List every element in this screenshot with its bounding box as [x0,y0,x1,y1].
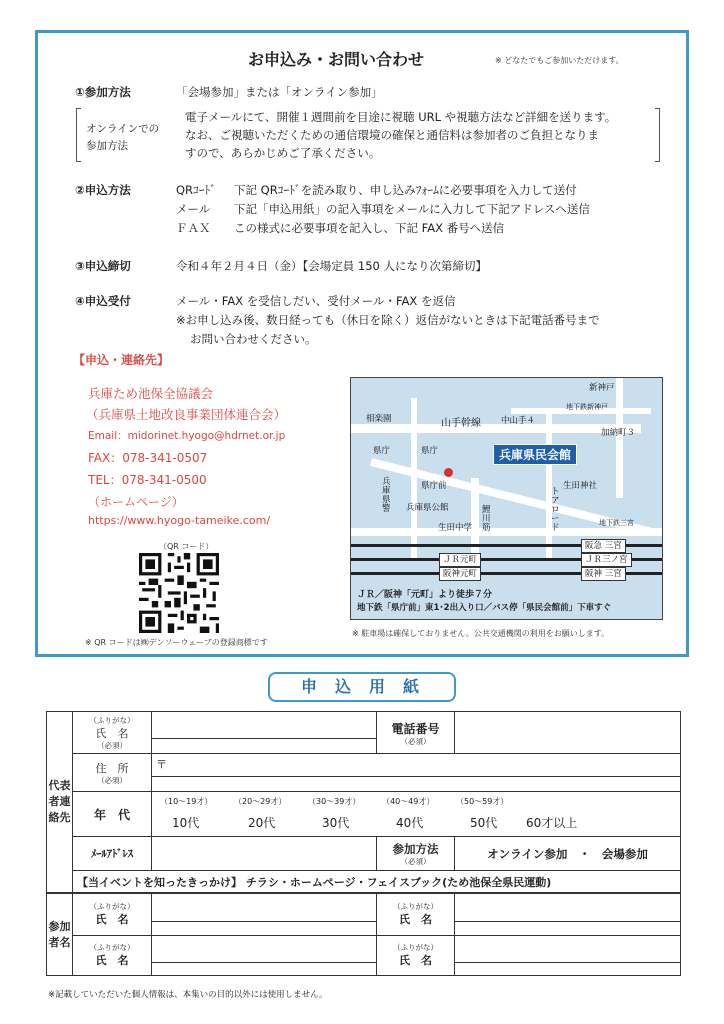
map-kencho-2: 県庁 [421,446,439,456]
phone-field[interactable] [455,712,681,754]
map-hanshin-sannomiya: 阪神 三宮 [581,567,626,581]
age-range-20: （20～29才） [234,797,287,806]
map-police: 兵庫県警 [382,477,391,514]
map-subway-shinkobe: 地下鉄新神戸 [566,403,608,411]
map-ikuta-shrine: 生田神社 [563,481,598,491]
age-20s[interactable]: 20代 [248,816,276,830]
mail-label: ﾒｰﾙｱﾄﾞﾚｽ [73,837,152,871]
contact-email[interactable]: Email：midorinet.hyogo@hdrnet.or.jp [88,430,286,442]
map-subway-sannomiya: 地下鉄三宮 [599,519,634,527]
rep-name-label: （ふりがな） 氏 名 （必須） [73,712,152,754]
age-40s[interactable]: 40代 [396,816,424,830]
map-kanochou: 加納町３ [601,428,636,438]
method-value: 「会場参加」または「オンライン参加」 [176,85,383,99]
map-kencho-park: 兵庫県公館 [406,503,449,513]
rep-side-label: 代表者連絡先 [47,712,73,893]
qr-note: ※ QR コードは㈱デンソーウェーブの登録商標です [85,638,268,647]
map-road-lower [351,528,662,536]
map-kencho-1: 県庁 [373,446,391,456]
contact-org-sub: （兵庫県土地改良事業団体連合会） [86,407,287,422]
contact-homepage-label: （ホームページ） [88,495,184,509]
participant-3-field[interactable] [152,936,377,976]
online-text-3: すので、あらかじめご了承ください。 [185,146,381,160]
receipt-text-2: ※お申し込み後、数日経っても（休日を除く）返信がないときは下記電話番号まで [176,313,600,327]
contact-url[interactable]: https://www.hyogo-tameike.com/ [88,514,271,527]
receipt-text-1: メール・FAX を受信しだい、受付メール・FAX を返信 [176,294,456,308]
map-hanshin-motomachi: 阪神元町 [439,567,481,581]
map-ikuta: 生田中学 [438,523,473,533]
map-nakayamate: 中山手４ [501,416,536,426]
qr-code-image[interactable] [139,553,219,633]
age-range-10: （10～19才） [160,797,213,806]
map-road-yamate [351,424,641,433]
mail-field[interactable] [152,837,377,871]
map-koikawa: 鯉川筋 [482,505,491,533]
phone-label: 電話番号 （必須） [377,712,455,754]
participants-side-label: 参加者名 [47,894,73,976]
receipt-text-3: お問い合わせください。 [190,332,317,346]
privacy-note: ※記載していただいた個人情報は、本集いの目的以外には使用しません。 [48,990,328,1000]
apply-label: ②申込方法 [75,183,131,197]
deadline-value: 令和４年２月４日（金）【会場定員 150 人になり次第締切】 [176,259,488,273]
map-park: 相楽園 [366,414,392,424]
bracket-right [655,108,660,162]
representative-table [46,711,681,893]
access-map [350,377,663,620]
deadline-label: ③申込締切 [75,259,131,273]
online-label-2: 参加方法 [86,140,128,152]
receipt-label: ④申込受付 [75,294,131,308]
map-access-2: 地下鉄「県庁前」東1･2出入り口／バス停「県民会館前」下車すぐ [357,603,612,613]
map-venue-marker-icon [444,468,453,477]
age-range-40: （40～49才） [382,797,435,806]
info-title-note: ※ どなたでもご参加いただけます。 [495,56,624,65]
address-field[interactable]: 〒 [152,754,681,792]
apply-text-fax: この様式に必要事項を記入し、下記 FAX 番号へ送信 [234,221,505,235]
age-10s[interactable]: 10代 [172,816,200,830]
participant-4-field[interactable] [455,936,681,976]
map-jr-sannomiya: ＪＲ三ノ宮 [581,553,632,567]
online-text-2: なお、ご視聴いただくための通信環境の確保と通信料は参加者のご負担となりま [185,128,599,142]
info-title: お申込み・お問い合わせ [248,50,425,69]
contact-heading: 【申込・連絡先】 [73,353,170,367]
apply-text-qr: 下記 QRｺｰﾄﾞを読み取り、申し込みﾌｫｰﾑに必要事項を入力して送付 [234,183,577,197]
participants-table [46,893,681,976]
bracket-left [76,108,81,162]
contact-org: 兵庫ため池保全協議会 [88,386,214,401]
apply-text-mail: 下記「申込用紙」の記入事項をメールに入力して下記アドレスへ送信 [234,202,590,216]
map-access-text [351,585,662,619]
method-label: ①参加方法 [75,85,131,99]
online-text-1: 電子メールにて、開催１週間前を目途に視聴 URL や視聴方法など詳細を送ります。 [185,110,617,124]
event-trigger[interactable]: 【当イベントを知ったきっかけ】 チラシ・ホームページ・フェイスブック(ため池保全県民運動) [73,871,681,893]
participant-3-label: （ふりがな） 氏 名 [73,936,152,976]
participant-2-field[interactable] [455,894,681,936]
apply-key-qr: QRｺｰﾄﾞ [176,183,217,197]
map-subway-kencho: 県庁前 [421,481,447,491]
apply-key-mail: メール [176,202,211,216]
age-30s[interactable]: 30代 [322,816,350,830]
map-yamate: 山手幹線 [441,418,481,429]
participant-1-field[interactable] [152,894,377,936]
age-range-30: （30～39才） [308,797,361,806]
participant-4-label: （ふりがな） 氏 名 [377,936,455,976]
contact-tel: TEL：078-341-0500 [88,473,207,487]
map-road-east [616,378,623,498]
map-venue: 兵庫県民会館 [493,444,577,465]
form-title: 申込用紙 [268,672,456,702]
map-hankyu-sannomiya: 阪急 三宮 [581,539,626,553]
map-shinkobe: 新神戸 [589,383,615,393]
map-toaroad: トアロード [551,487,560,533]
contact-fax: FAX：078-341-0507 [88,451,208,465]
map-access-1: ＪＲ／阪神「元町」より徒歩７分 [357,590,493,600]
age-60-plus[interactable]: 60才以上 [526,816,578,830]
age-range-50: （50～59才） [456,797,509,806]
online-label-1: オンラインでの [86,123,160,135]
participation-label: 参加方法 （必須） [377,837,455,871]
age-label: 年 代 [73,792,152,837]
participant-2-label: （ふりがな） 氏 名 [377,894,455,936]
age-50s[interactable]: 50代 [470,816,498,830]
age-options[interactable] [152,792,681,837]
participation-options[interactable]: オンライン参加 ・ 会場参加 [455,837,681,871]
map-jr-motomachi: ＪＲ元町 [439,553,481,567]
participant-1-label: （ふりがな） 氏 名 [73,894,152,936]
apply-key-fax: ＦＡＸ [176,221,211,235]
rep-name-field[interactable] [152,712,377,754]
address-label: 住 所 （必須） [73,754,152,792]
qr-label: （QR コード） [159,542,214,551]
parking-note: ※ 駐車場は確保しておりません。公共交通機関の利用をお願いします。 [352,629,610,638]
